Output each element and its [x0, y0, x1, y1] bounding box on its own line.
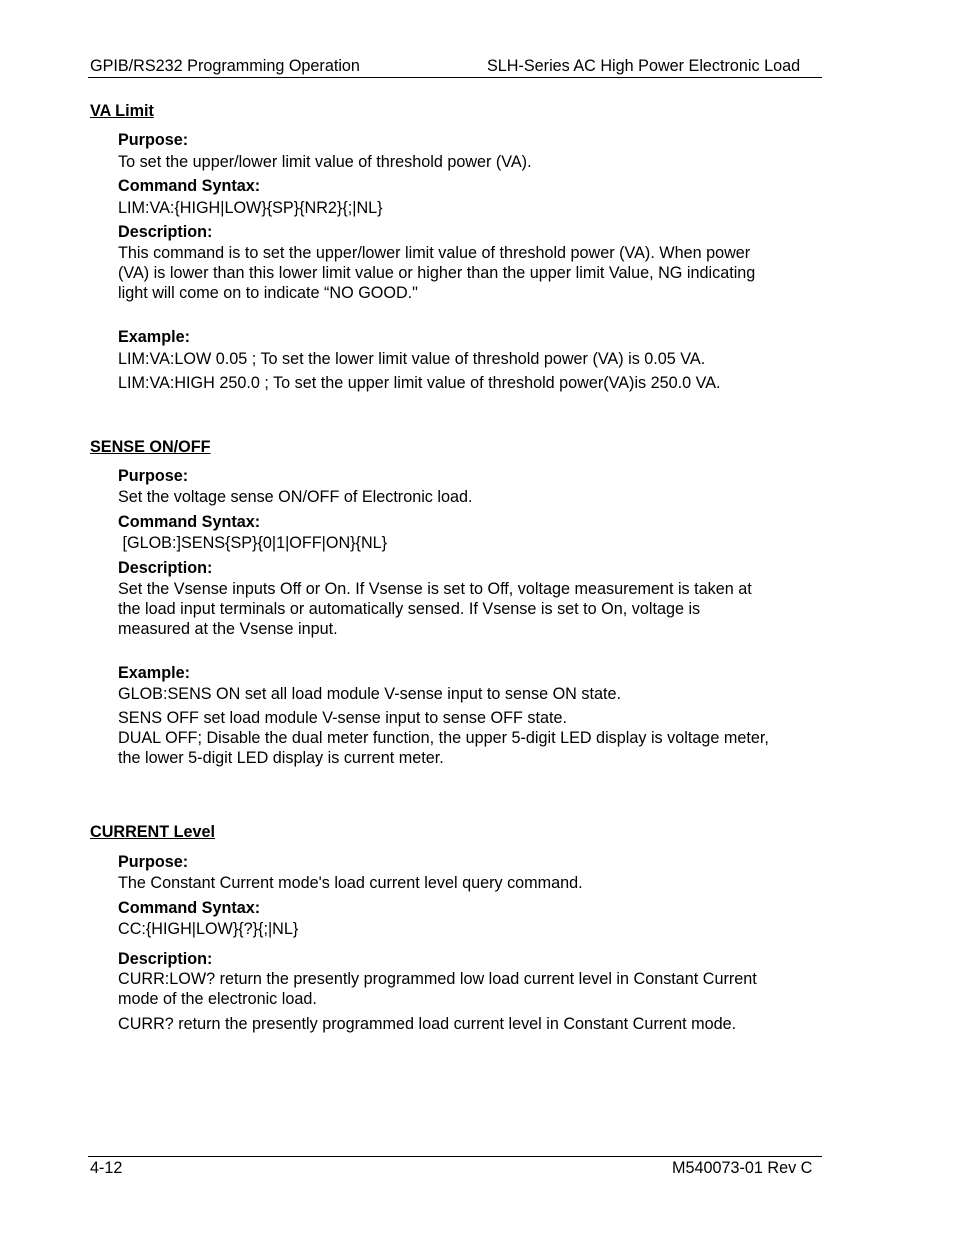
- sense-syntax-label: Command Syntax:: [118, 513, 261, 531]
- sense-description-label: Description:: [118, 559, 213, 577]
- sense-example-line: DUAL OFF; Disable the dual meter function, the upper 5-digit LED display is voltage meter,: [118, 728, 769, 747]
- current-description-label: Description:: [118, 950, 213, 968]
- current-description-line: CURR:LOW? return the presently programmed low load current level in Constant Current: [118, 970, 757, 988]
- page-number: 4-12: [90, 1159, 123, 1177]
- current-purpose-text: The Constant Current mode's load current level query command.: [118, 874, 583, 892]
- va-example-line: LIM:VA:HIGH 250.0 ; To set the upper limit value of threshold power(VA)is 250.0 VA.: [118, 374, 721, 392]
- sense-example-label: Example:: [118, 664, 190, 682]
- header-rule: [88, 77, 822, 78]
- current-purpose-label: Purpose:: [118, 853, 189, 871]
- va-example-line: LIM:VA:LOW 0.05 ; To set the lower limit value of threshold power (VA) is 0.05 VA.: [118, 350, 706, 368]
- section-title-current: CURRENT Level: [90, 823, 216, 841]
- va-description-text: [118, 244, 818, 303]
- section-title-sense: SENSE ON/OFF: [90, 438, 211, 456]
- current-description-text: [118, 970, 818, 1010]
- header-title-right: SLH-Series AC High Power Electronic Load: [487, 57, 801, 75]
- va-description-line: This command is to set the upper/lower limit value of threshold power (VA). When power: [118, 244, 751, 262]
- current-syntax-label: Command Syntax:: [118, 899, 261, 917]
- sense-example-line: the lower 5-digit LED display is current meter.: [118, 748, 444, 767]
- sense-description-text: [118, 580, 818, 639]
- sense-example-line: GLOB:SENS ON set all load module V-sense input to sense ON state.: [118, 685, 621, 703]
- footer-rule: [88, 1156, 822, 1157]
- current-description-line: mode of the electronic load.: [118, 989, 317, 1008]
- va-purpose-label: Purpose:: [118, 131, 189, 149]
- va-syntax-text: LIM:VA:{HIGH|LOW}{SP}{NR2}{;|NL}: [118, 199, 383, 217]
- va-syntax-label: Command Syntax:: [118, 177, 261, 195]
- va-example-label: Example:: [118, 328, 190, 346]
- sense-description-line: the load input terminals or automatically sensed. If Vsense is set to On, voltage is: [118, 599, 701, 618]
- document-revision: M540073-01 Rev C: [672, 1159, 813, 1177]
- header-title-left: GPIB/RS232 Programming Operation: [90, 57, 360, 75]
- sense-example-block: [118, 709, 818, 768]
- sense-syntax-text: [GLOB:]SENS{SP}{0|1|OFF|ON}{NL}: [118, 534, 388, 552]
- current-syntax-text: CC:{HIGH|LOW}{?}{;|NL}: [118, 920, 299, 938]
- va-description-line: (VA) is lower than this lower limit value or higher than the upper limit Value, NG indicating: [118, 263, 756, 282]
- sense-description-line: Set the Vsense inputs Off or On. If Vsense is set to Off, voltage measurement is taken at: [118, 580, 752, 598]
- sense-purpose-text: Set the voltage sense ON/OFF of Electronic load.: [118, 488, 473, 506]
- section-title-va-limit: VA Limit: [90, 102, 154, 120]
- va-purpose-text: To set the upper/lower limit value of threshold power (VA).: [118, 153, 532, 171]
- va-description-label: Description:: [118, 223, 213, 241]
- va-description-line: light will come on to indicate “NO GOOD.": [118, 283, 418, 302]
- sense-description-line: measured at the Vsense input.: [118, 619, 338, 638]
- current-description-line: CURR? return the presently programmed load current level in Constant Current mode.: [118, 1015, 737, 1033]
- sense-purpose-label: Purpose:: [118, 467, 189, 485]
- sense-example-line: SENS OFF set load module V-sense input to sense OFF state.: [118, 709, 567, 727]
